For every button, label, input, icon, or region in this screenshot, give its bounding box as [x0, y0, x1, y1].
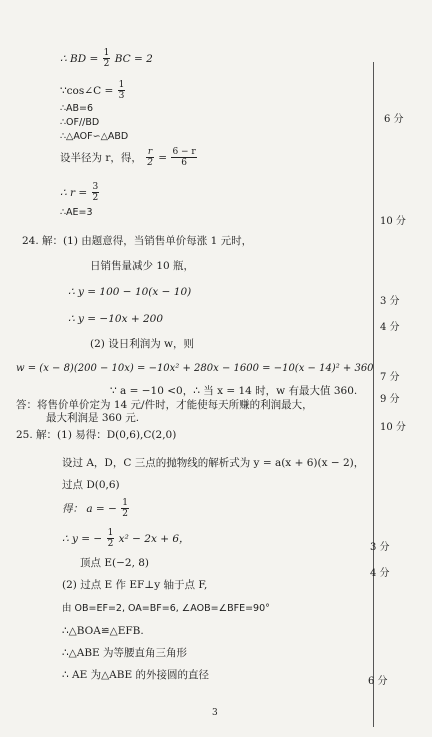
y-fraction — [107, 528, 115, 550]
r-result-fraction — [92, 182, 100, 204]
q25-part2: (2) 过点 E 作 EF⊥y 轴于点 F, — [62, 579, 208, 591]
r-den: 2 — [147, 158, 153, 169]
r-result — [60, 182, 100, 204]
ab-line: ∴AB=6 — [60, 103, 94, 114]
cos-equation — [60, 80, 126, 102]
score-6-b: 6 分 — [368, 676, 388, 687]
bd-fraction — [103, 48, 111, 70]
score-9: 9 分 — [380, 394, 400, 405]
page-number: 3 — [212, 708, 218, 718]
score-10-a: 10 分 — [380, 216, 406, 227]
score-4-b: 4 分 — [370, 568, 390, 579]
score-10-b: 10 分 — [380, 422, 406, 433]
score-6-a: 6 分 — [384, 114, 404, 125]
q25-diameter: ∴ AE 为△ABE 的外接圆的直径 — [62, 669, 209, 681]
score-4-a: 4 分 — [380, 322, 400, 333]
q25-y-equation — [62, 528, 190, 550]
score-3-a: 3 分 — [380, 296, 400, 307]
q24-title: 24. 解：(1) 由题意得，当销售单价每涨 1 元时， — [22, 235, 253, 247]
cos-prefix: ∵cos∠C = — [60, 84, 114, 97]
bd-equation — [60, 48, 153, 70]
q25-a-equation — [62, 498, 130, 520]
a-num: 1 — [122, 498, 128, 508]
score-7: 7 分 — [380, 372, 400, 383]
y-den: 2 — [107, 539, 114, 550]
q25-given: 由 OB=EF=2, OA=BF=6, ∠AOB=∠BFE=90° — [62, 603, 270, 614]
r-result-num: 3 — [92, 182, 99, 192]
r-result-prefix: ∴ r = — [60, 186, 88, 199]
q25-setup: 设过 A，D，C 三点的抛物线的解析式为 y = a(x + 6)(x − 2)， — [62, 457, 365, 469]
bd-prefix: ∴ BD = — [60, 52, 99, 65]
a-prefix: 得： a = − — [62, 502, 117, 515]
bd-suffix: BC = 2 — [114, 52, 153, 65]
y-num: 1 — [107, 528, 114, 538]
a-fraction — [121, 498, 129, 520]
q25-title: 25. 解：(1) 易得：D(0,6),C(2,0) — [16, 429, 177, 441]
score-column-divider — [373, 62, 374, 727]
ae-line: ∴AE=3 — [60, 207, 93, 218]
bd-frac-den: 2 — [103, 59, 110, 70]
q24-answer2: 最大利润是 360 元. — [46, 412, 140, 424]
rhs-num: 6 − r — [172, 147, 196, 157]
equals-sign: = — [158, 151, 168, 164]
q24-because: ∵ a = −10 <0，∴ 当 x = 14 时，w 有最大值 360. — [110, 385, 358, 397]
q24-line2: 日销售量减少 10 瓶， — [90, 260, 195, 272]
of-line: ∴OF//BD — [60, 117, 100, 128]
q24-eq1: ∴ y = 100 − 10(x − 10) — [68, 286, 192, 298]
cos-fraction — [118, 80, 126, 102]
r-over-2-fraction — [146, 147, 154, 169]
q24-part2: (2) 设日利润为 w，则 — [90, 338, 195, 350]
q25-isosceles: ∴△ABE 为等腰直角三角形 — [62, 647, 188, 659]
cos-den: 3 — [118, 91, 125, 102]
cos-num: 1 — [118, 80, 125, 90]
y-suffix: x² − 2x + 6， — [118, 532, 190, 545]
rhs-fraction — [171, 147, 196, 169]
rhs-den: 6 — [181, 158, 187, 169]
score-3-b: 3 分 — [370, 542, 390, 553]
radius-text: 设半径为 r，得， — [60, 151, 142, 164]
bd-frac-num: 1 — [103, 48, 110, 58]
r-num: r — [147, 147, 153, 157]
a-den: 2 — [122, 509, 128, 520]
q25-congruent: ∴△BOA≌△EFB. — [62, 625, 144, 637]
y-prefix: ∴ y = − — [62, 532, 103, 545]
similar-line: ∴△AOF∽△ABD — [60, 131, 129, 142]
q24-eq2: ∴ y = −10x + 200 — [68, 313, 164, 325]
r-result-den: 2 — [92, 193, 99, 204]
q24-answer1: 答：将售价单价定为 14 元/件时，才能使每天所赚的利润最大， — [16, 399, 313, 411]
q24-w-equation: w = (x − 8)(200 − 10x) = −10x² + 280x − 1600 = −10(x − 14)² + 360 — [16, 363, 374, 374]
q25-vertex: 顶点 E(−2, 8) — [80, 557, 150, 569]
radius-equation — [60, 147, 198, 169]
q25-through: 过点 D(0,6) — [62, 479, 120, 491]
